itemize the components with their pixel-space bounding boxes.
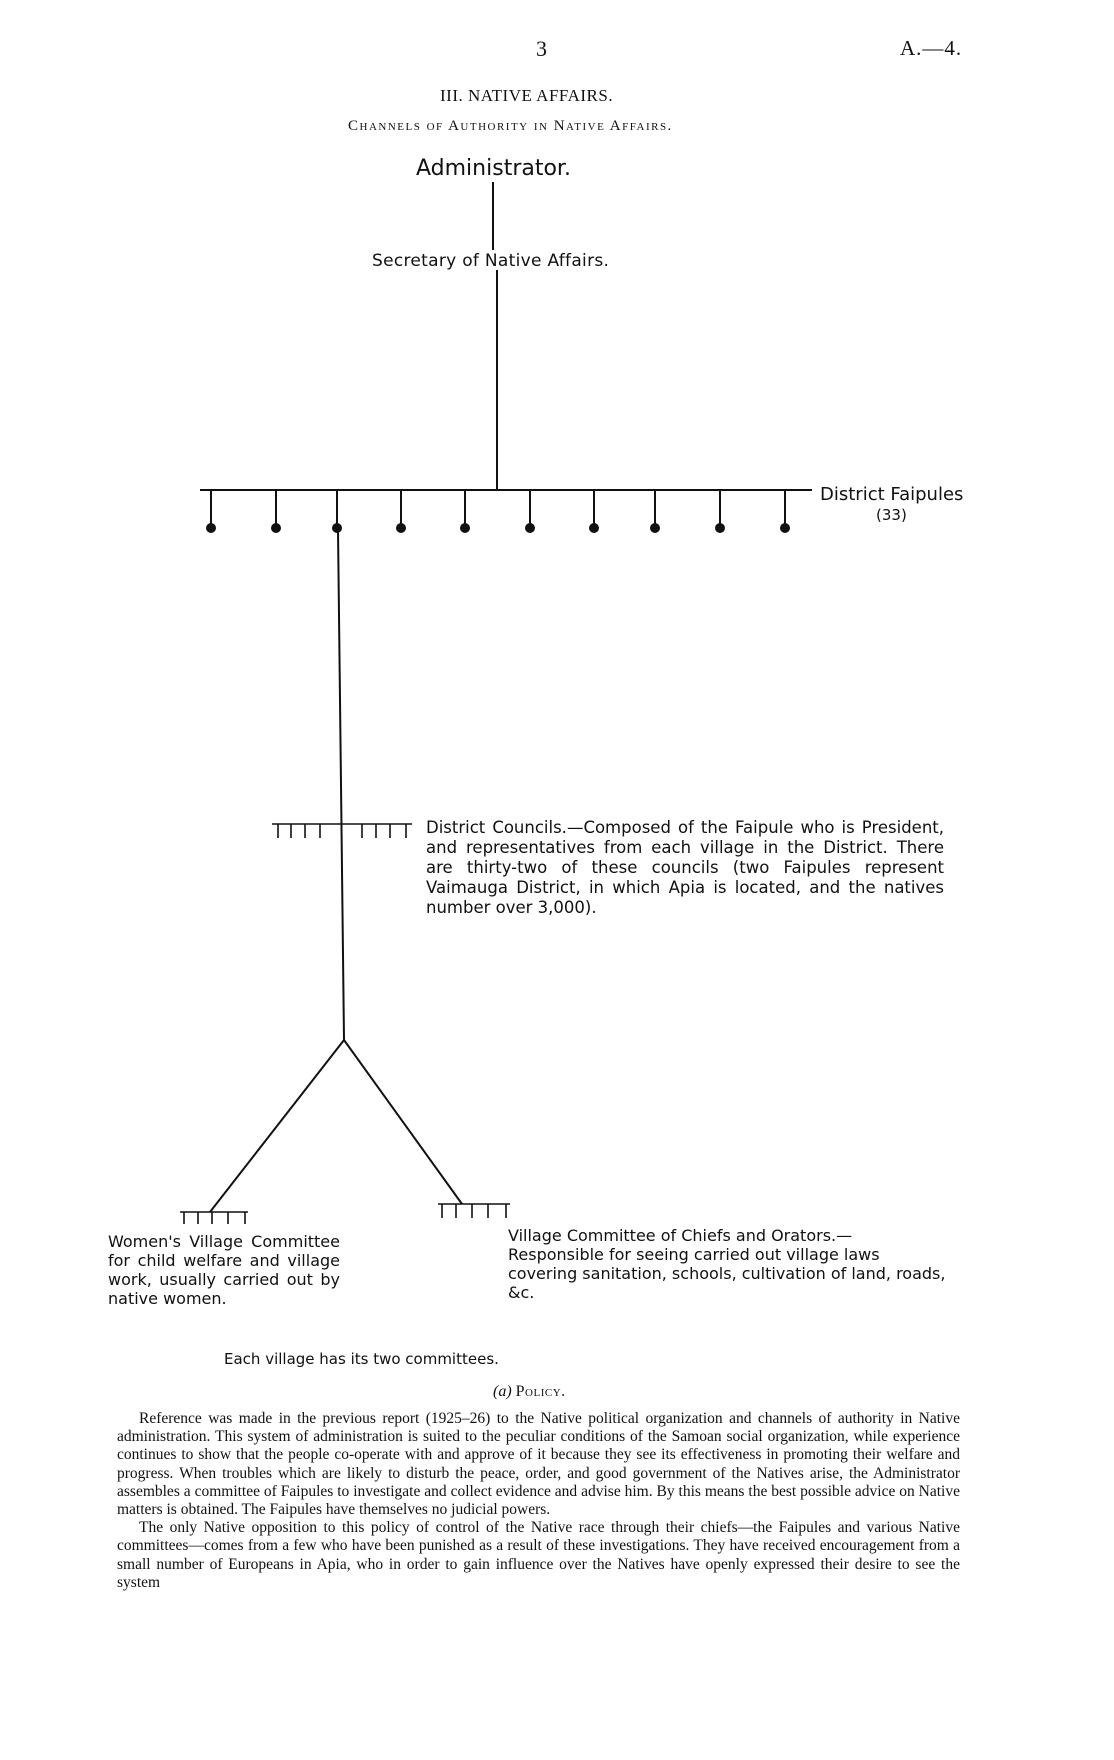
village-committee-heading: Village Committee of Chiefs and Orators. — [508, 1226, 837, 1245]
faipule-markers — [207, 490, 789, 532]
womens-committee-description: Women's Village Committee for child welfare and village work, usually carried out by native women. — [108, 1232, 340, 1308]
village-branch — [344, 1040, 462, 1204]
village-comb — [438, 1204, 510, 1218]
body-text — [117, 1410, 960, 1592]
policy-title: Policy. — [515, 1383, 566, 1400]
page-number: 3 — [536, 36, 547, 61]
district-faipules-count: (33) — [876, 506, 907, 524]
policy-label: (a) — [493, 1383, 512, 1400]
district-councils-heading: District Councils. — [426, 818, 567, 837]
policy-heading — [493, 1383, 566, 1401]
paragraph: The only Native opposition to this policy of control of the Native race through their chiefs—the Faipules and various Native committees—comes from a few who have been punished as a result of these investigations. They have received encouragement from a small number of Europeans in Apia, who in order to gain influence over the Natives have openly expressed their desire to see the system — [117, 1519, 960, 1591]
district-faipules-label: District Faipules — [820, 484, 964, 505]
document-reference: A.—4. — [900, 36, 963, 60]
village-committee-description — [508, 1226, 946, 1302]
district-councils-description — [426, 818, 944, 918]
administrator-node: Administrator. — [416, 156, 571, 181]
council-trunk — [338, 530, 344, 1040]
section-subtitle: Channels of Authority in Native Affairs. — [348, 118, 673, 134]
secretary-node: Secretary of Native Affairs. — [372, 251, 610, 271]
chart-caption: Each village has its two committees. — [224, 1350, 499, 1368]
district-councils-text: —Composed of the Faipule who is President, and representatives from each village in the District. There are thirty-two of these councils (two Faipules represent Vaimauga District, in which Apia is located, and the natives number over 3,000). — [426, 818, 944, 917]
women-comb — [180, 1212, 248, 1224]
paragraph: Reference was made in the previous report (1925–26) to the Native political organization and channels of authority in Native administration. This system of administration is suited to the peculiar conditions of the Samoan social organization, while experience continues to show that the people co-operate with and approve of it because they see its effectiveness in promoting their welfare and progress. When troubles which are likely to disturb the peace, order, and good government of the Natives arise, the Administrator assembles a committee of Faipules to investigate and collect evidence and advise him. By this means the best possible advice on Native matters is obtained. The Faipules have themselves no judicial powers. — [117, 1410, 960, 1519]
women-branch — [210, 1040, 344, 1212]
village-committee-text: —Responsible for seeing carried out village laws covering sanitation, schools, cultivation of land, roads, &c. — [508, 1226, 946, 1302]
section-title: III. NATIVE AFFAIRS. — [440, 86, 614, 105]
